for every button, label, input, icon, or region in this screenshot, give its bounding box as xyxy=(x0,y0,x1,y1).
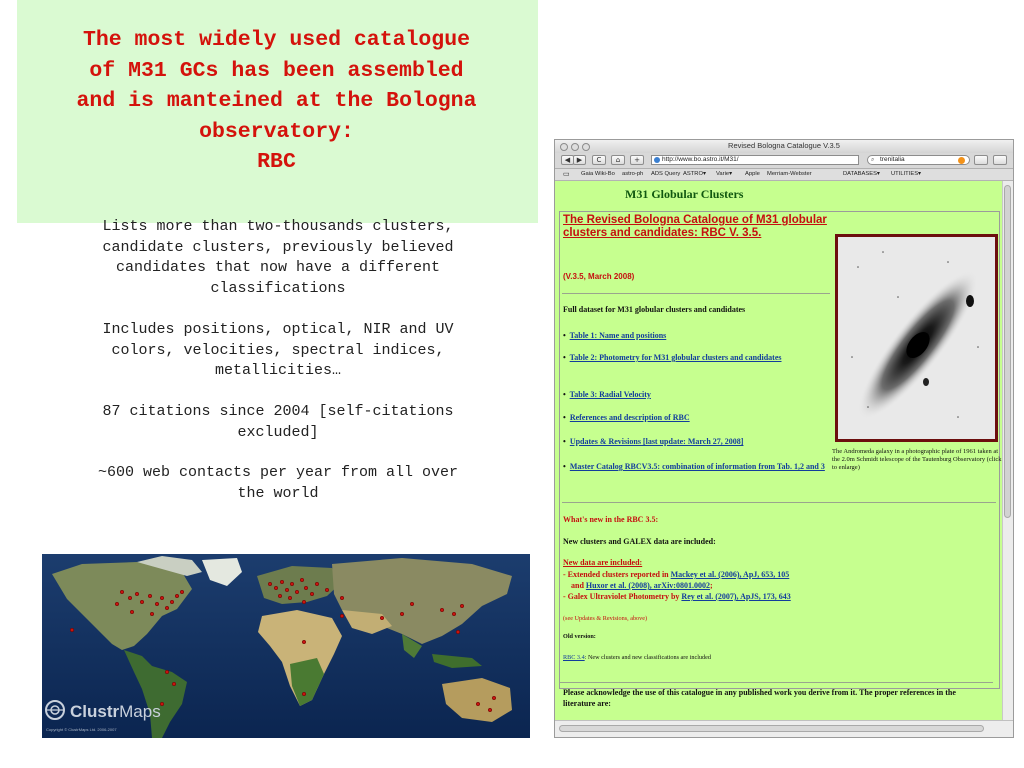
huxor-link[interactable]: Huxor et al. (2008), arXiv:0801.0002 xyxy=(585,581,710,590)
link-label: Table 2: Photometry for M31 globular clusters and candidates xyxy=(569,353,782,362)
title-line: observatory: xyxy=(199,119,354,144)
bookmark-item[interactable]: UTILITIES▾ xyxy=(891,171,921,177)
extended-prefix: - Extended clusters reported in xyxy=(563,570,669,579)
paragraph-line: ~600 web contacts per year from all over xyxy=(97,464,459,481)
rbc34-line xyxy=(563,654,711,662)
bookmark-item[interactable]: Gaia Wiki-Bo xyxy=(581,171,615,177)
paragraph-line: excluded] xyxy=(237,423,319,441)
link-label: Master Catalog RBCV3.5: combination of information from Tab. 1,2 and 3 xyxy=(569,462,825,471)
mackey-link[interactable]: Mackey et al. (2006), ApJ, 653, 105 xyxy=(670,570,790,579)
title-line: of M31 GCs has been assembled xyxy=(89,58,464,83)
paragraph-includes xyxy=(40,320,516,382)
galex-line xyxy=(563,592,791,602)
bookmark-item[interactable]: Varie▾ xyxy=(716,171,733,177)
browser-window xyxy=(554,139,1014,738)
page-content xyxy=(555,181,1003,722)
report-bug-button[interactable] xyxy=(993,155,1007,165)
bookmark-item[interactable]: Merriam-Webster xyxy=(767,171,812,177)
link-references[interactable]: • References and description of RBC xyxy=(563,413,690,422)
bookmark-item[interactable]: astro-ph xyxy=(622,171,644,177)
search-field-value: trenitalia xyxy=(880,156,905,163)
acknowledge-text: Please acknowledge the use of this catalogue in any published work you derive from it. The proper references in the literature are: xyxy=(563,688,956,708)
address-bar-value: http://www.bo.astro.it/M31/ xyxy=(662,156,739,163)
horizontal-scrollbar[interactable] xyxy=(555,720,1013,737)
link-table-1[interactable]: • Table 1: Name and positions xyxy=(563,331,667,340)
link-label: Table 3: Radial Velocity xyxy=(569,390,651,399)
print-button[interactable] xyxy=(974,155,988,165)
forward-button[interactable]: ▶ xyxy=(573,155,586,165)
paragraph-line: the world xyxy=(237,484,319,502)
search-icon: ⌕ xyxy=(871,157,875,163)
search-field[interactable] xyxy=(867,155,970,165)
title-line: and is manteined at the Bologna xyxy=(76,89,477,113)
paragraph-clusters xyxy=(40,217,516,299)
vertical-scrollbar-thumb[interactable] xyxy=(1004,185,1011,518)
paragraph-line: 87 citations since 2004 [self-citations xyxy=(102,403,454,420)
divider xyxy=(562,502,996,503)
bookmark-item[interactable]: ADS Query xyxy=(651,171,681,177)
link-table-3[interactable]: • Table 3: Radial Velocity xyxy=(563,390,651,399)
slide-title xyxy=(24,25,529,178)
andromeda-photo[interactable] xyxy=(835,234,998,442)
map-copyright: Copyright © ClustrMaps Ltd. 2006-2007 xyxy=(46,727,117,732)
bookmark-item[interactable]: Apple xyxy=(745,171,760,177)
brand-prefix: Clustr xyxy=(70,702,120,721)
address-bar[interactable] xyxy=(651,155,859,165)
rbc34-text: : New clusters and new classifications are included xyxy=(584,654,711,661)
rbc-title-link[interactable]: The Revised Bologna Catalogue of M31 globular clusters and candidates: RBC V. 3.5. xyxy=(563,214,827,239)
new-clusters-text: New clusters and GALEX data are included: xyxy=(563,537,716,546)
bookmarks-bar xyxy=(555,169,1013,181)
reload-button[interactable]: C xyxy=(592,155,606,165)
horizontal-scrollbar-thumb[interactable] xyxy=(559,725,984,732)
browser-toolbar xyxy=(555,153,1013,169)
andromeda-galaxy-image xyxy=(838,237,995,439)
home-button[interactable]: ⌂ xyxy=(611,155,625,165)
galex-prefix: - Galex Ultraviolet Photometry by xyxy=(563,592,680,601)
paragraph-line: classifications xyxy=(210,279,346,297)
paragraph-line: Includes positions, optical, NIR and UV xyxy=(102,321,454,338)
clustrmaps-brand-text xyxy=(70,702,161,721)
see-updates-note: (see Updates & Revisions, above) xyxy=(563,615,648,622)
title-line: RBC xyxy=(257,150,296,174)
rbc34-link[interactable]: RBC 3.4 xyxy=(563,654,585,661)
clustrmaps-world-map[interactable] xyxy=(42,554,530,738)
version-date: (V.3.5, March 2008) xyxy=(563,272,635,281)
paragraph-citations xyxy=(40,402,516,443)
link-table-2[interactable]: • Table 2: Photometry for M31 globular clusters and candidates xyxy=(563,353,782,362)
new-data-text: New data are included: xyxy=(563,558,643,567)
link-label: Table 1: Name and positions xyxy=(569,331,667,340)
link-master-catalog[interactable]: • Master Catalog RBCV3.5: combination of information from Tab. 1,2 and 3 xyxy=(563,462,825,471)
huxor-line: and Huxor et al. (2008), arXiv:0801.0002; xyxy=(571,581,713,590)
snapback-icon[interactable] xyxy=(958,157,965,164)
paragraph-line: candidates that now have a different xyxy=(115,259,441,276)
divider xyxy=(559,682,993,683)
divider xyxy=(562,293,830,294)
window-title: Revised Bologna Catalogue V.3.5 xyxy=(728,141,840,150)
window-titlebar xyxy=(555,140,1013,153)
paragraph-line: colors, velocities, spectral indices, xyxy=(111,341,445,359)
paragraph-web-contacts xyxy=(40,463,516,504)
title-line: The most widely used catalogue xyxy=(82,28,471,52)
brand-suffix: Maps xyxy=(119,702,161,721)
page-heading: M31 Globular Clusters xyxy=(625,187,744,201)
full-dataset-heading: Full dataset for M31 globular clusters and candidates xyxy=(563,305,746,314)
vertical-scrollbar[interactable] xyxy=(1002,181,1013,722)
link-label: Updates & Revisions [last update: March 27, 2008] xyxy=(569,437,744,446)
globe-icon xyxy=(654,157,660,163)
extended-clusters-line xyxy=(563,570,789,580)
paragraph-line: candidate clusters, previously believed xyxy=(102,238,454,256)
old-version-label: Old version: xyxy=(563,633,596,640)
bookmark-item[interactable]: ASTRO▾ xyxy=(683,171,706,177)
photo-caption: The Andromeda galaxy in a photographic plate of 1961 taken at the 2.0m Schmidt telescope of the Tautenburg Observatory (click to enlarge) xyxy=(832,448,1002,471)
rey-link[interactable]: Rey et al. (2007), ApJS, 173, 643 xyxy=(681,592,791,601)
add-bookmark-button[interactable]: + xyxy=(630,155,644,165)
paragraph-line: metallicities… xyxy=(214,362,342,379)
back-button[interactable]: ◀ xyxy=(561,155,574,165)
bookmarks-book-icon[interactable]: ▭ xyxy=(563,171,570,178)
and-prefix: and xyxy=(571,581,584,590)
world-map-graphic xyxy=(42,554,530,738)
link-updates[interactable]: • Updates & Revisions [last update: March 27, 2008] xyxy=(563,437,744,446)
bookmark-item[interactable]: DATABASES▾ xyxy=(843,171,880,177)
paragraph-line: Lists more than two-thousands clusters, xyxy=(102,218,454,235)
link-label: References and description of RBC xyxy=(569,413,690,422)
whats-new-heading: What's new in the RBC 3.5: xyxy=(563,515,659,524)
